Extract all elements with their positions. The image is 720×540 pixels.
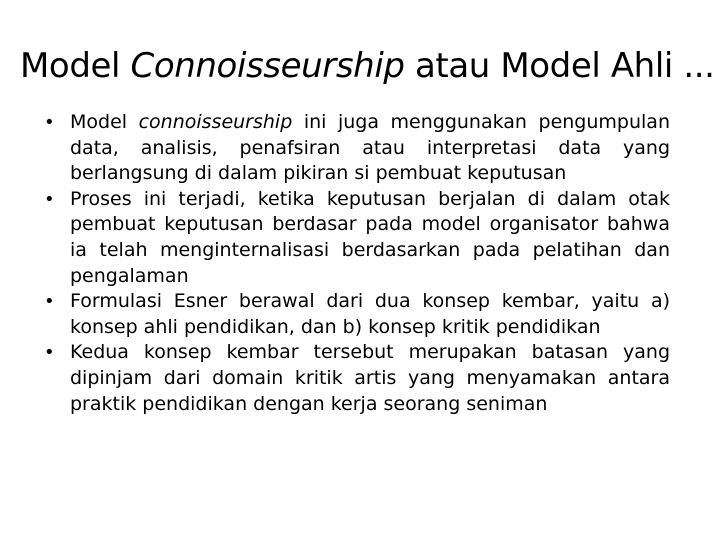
bullet-item-1 <box>44 110 670 187</box>
bullet-icon: • <box>44 188 55 210</box>
bullet-icon: • <box>44 342 55 364</box>
bullet-icon: • <box>44 291 55 313</box>
bullet-item-2 <box>44 187 670 289</box>
bullet-1-rest: ini juga menggunakan pengumpulan data, analisis, penafsiran atau interpretasi data yang berlangsung di dalam pikiran si pembuat keputusan <box>70 111 670 185</box>
bullet-4-text: Kedua konsep kembar tersebut merupakan batasan yang dipinjam dari domain kritik artis yang menyamakan antara praktik pendidikan dengan kerja seorang seniman <box>70 341 670 415</box>
bullet-1-prefix: Model <box>70 111 139 133</box>
bullet-item-4 <box>44 340 670 417</box>
bullet-1-italic: connoisseurship <box>138 111 293 133</box>
slide-title-part1: Model <box>20 46 131 86</box>
bullet-2-text: Proses ini terjadi, ketika keputusan berjalan di dalam otak pembuat keputusan berdasar pada model organisator bahwa ia telah menginternalisasi berdasarkan pada pelatihan dan pengalaman <box>70 187 670 287</box>
bullet-list <box>44 110 670 417</box>
bullet-icon: • <box>44 112 55 133</box>
bullet-item-3 <box>44 289 670 340</box>
slide-title <box>20 44 715 88</box>
bullet-3-text: Formulasi Esner berawal dari dua konsep kembar, yaitu a) konsep ahli pendidikan, dan b) konsep kritik pendidikan <box>70 290 670 338</box>
slide-title-italic: Connoisseurship <box>130 46 405 86</box>
slide-title-part3: atau Model Ahli ... <box>404 46 715 86</box>
